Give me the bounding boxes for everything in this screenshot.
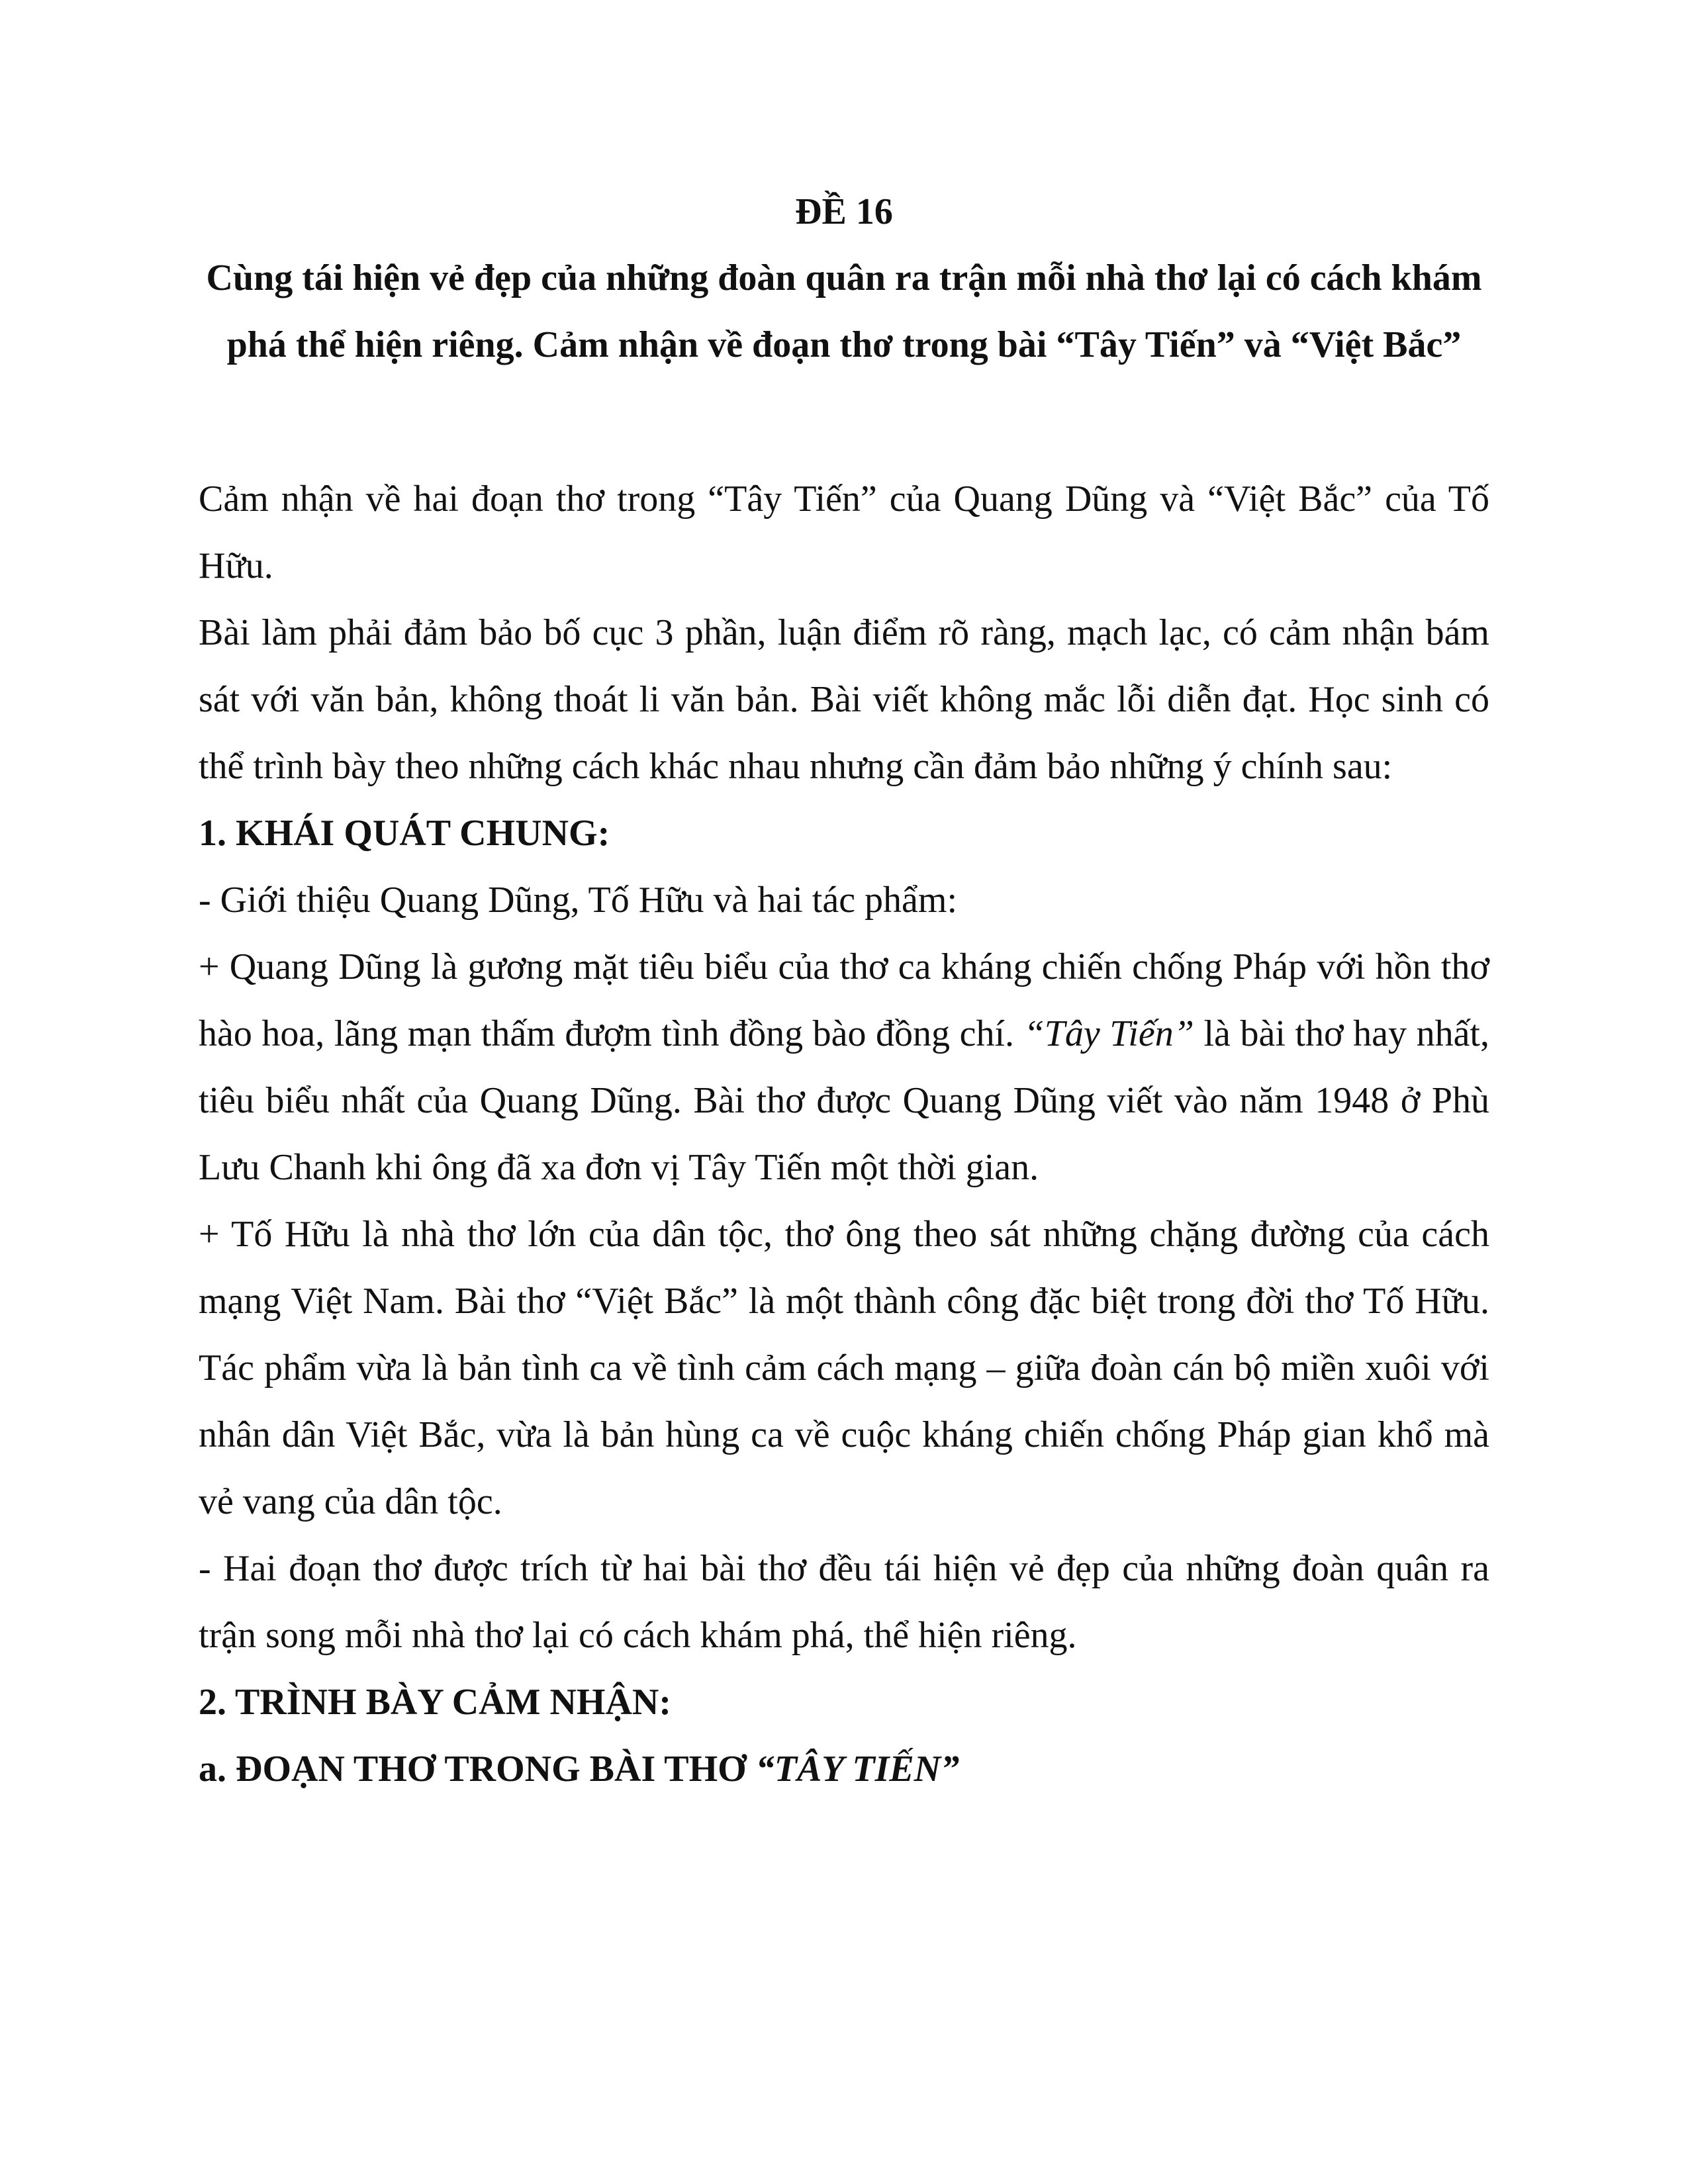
quang-dung-text-1: + Quang Dũng là gương mặt tiêu biểu của thơ ca kháng chiến chống Pháp với hồn thơ hào hoa, lãng mạn thấm đượm tình đồng bào đồng chí.: [199, 946, 1489, 1054]
tay-tien-title-italic: “Tây Tiến”: [1023, 1013, 1194, 1054]
quang-dung-text-2: là bài thơ hay nhất, tiêu biểu nhất của Quang Dũng. Bài thơ được Quang Dũng viết vào năm 1948 ở Phù Lưu Chanh khi ông đã xa đơn vị Tây Tiến một thời gian.: [199, 1013, 1489, 1188]
section-2a-heading: [199, 1736, 1489, 1803]
document-page: [199, 179, 1489, 1803]
document-subtitle: Cùng tái hiện vẻ đẹp của những đoàn quân ra trận mỗi nhà thơ lại có cách khám phá thể hiện riêng. Cảm nhận về đoạn thơ trong bài “Tây Tiến” và “Việt Bắc”: [206, 257, 1482, 365]
section-1-intro-line: - Giới thiệu Quang Dũng, Tố Hữu và hai tác phẩm:: [199, 880, 958, 921]
section-1-closing: - Hai đoạn thơ được trích từ hai bài thơ đều tái hiện vẻ đẹp của những đoàn quân ra trận song mỗi nhà thơ lại có cách khám phá, thể hiện riêng.: [199, 1548, 1489, 1656]
intro-paragraph: Cảm nhận về hai đoạn thơ trong “Tây Tiến” của Quang Dũng và “Việt Bắc” của Tố Hữu.: [199, 478, 1489, 586]
quang-dung-paragraph: [199, 934, 1489, 1201]
section-2a-prefix: a. ĐOẠN THƠ TRONG BÀI THƠ: [199, 1749, 756, 1790]
section-1-heading: 1. KHÁI QUÁT CHUNG:: [199, 813, 610, 854]
document-body: [199, 466, 1489, 1803]
document-title: ĐỀ 16: [795, 191, 893, 232]
to-huu-paragraph: + Tố Hữu là nhà thơ lớn của dân tộc, thơ ông theo sát những chặng đường của cách mạng Việt Nam. Bài thơ “Việt Bắc” là một thành công đặc biệt trong đời thơ Tố Hữu. Tác phẩm vừa là bản tình ca về tình cảm cách mạng – giữa đoàn cán bộ miền xuôi với nhân dân Việt Bắc, vừa là bản hùng ca về cuộc kháng chiến chống Pháp gian khổ mà vẻ vang của dân tộc.: [199, 1214, 1489, 1522]
requirements-paragraph: Bài làm phải đảm bảo bố cục 3 phần, luận điểm rõ ràng, mạch lạc, có cảm nhận bám sát với văn bản, không thoát li văn bản. Bài viết không mắc lỗi diễn đạt. Học sinh có thể trình bày theo những cách khác nhau nhưng cần đảm bảo những ý chính sau:: [199, 612, 1489, 787]
section-2a-italic-title: “TÂY TIẾN”: [755, 1749, 960, 1790]
section-2-heading: 2. TRÌNH BÀY CẢM NHẬN:: [199, 1682, 671, 1723]
